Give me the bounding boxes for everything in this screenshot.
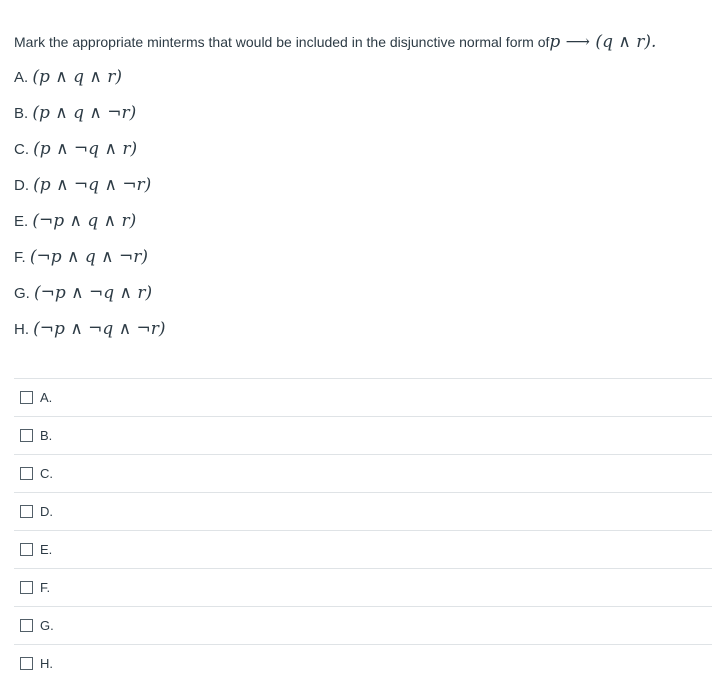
- minterm-option-expression: (p ∧ ¬q ∧ r): [33, 139, 138, 159]
- minterm-option-expression: (¬p ∧ ¬q ∧ r): [34, 283, 153, 303]
- answer-choices: [14, 378, 712, 682]
- minterm-option: [14, 100, 704, 136]
- answer-choice-h[interactable]: [14, 644, 712, 682]
- minterm-option-letter: F.: [14, 249, 26, 266]
- answer-label-h: H.: [40, 656, 53, 671]
- minterm-option-letter: D.: [14, 177, 29, 194]
- checkbox-e[interactable]: [20, 543, 33, 556]
- minterm-option: [14, 208, 704, 244]
- minterm-option-letter: A.: [14, 69, 29, 86]
- checkbox-b[interactable]: [20, 429, 33, 442]
- answer-choice-f[interactable]: [14, 568, 712, 606]
- minterm-option-letter: G.: [14, 285, 30, 302]
- answer-choice-e[interactable]: [14, 530, 712, 568]
- checkbox-g[interactable]: [20, 619, 33, 632]
- minterm-option-expression: (p ∧ q ∧ r): [32, 67, 123, 87]
- answer-choice-a[interactable]: [14, 378, 712, 416]
- minterm-option-letter: C.: [14, 141, 29, 158]
- minterm-option-letter: B.: [14, 105, 29, 122]
- minterm-option-list: [14, 64, 704, 352]
- answer-label-a: A.: [40, 390, 53, 405]
- answer-label-g: G.: [40, 618, 54, 633]
- minterm-option: [14, 244, 704, 280]
- minterm-option-expression: (p ∧ ¬q ∧ ¬r): [33, 175, 152, 195]
- checkbox-c[interactable]: [20, 467, 33, 480]
- minterm-option-letter: E.: [14, 213, 29, 230]
- answer-label-e: E.: [40, 542, 53, 557]
- answer-label-d: D.: [40, 504, 53, 519]
- question-prompt-text: Mark the appropriate minterms that would be included in the disjunctive normal form of: [14, 34, 550, 50]
- question-prompt: [14, 30, 704, 54]
- checkbox-h[interactable]: [20, 657, 33, 670]
- minterm-option-expression: (p ∧ q ∧ ¬r): [32, 103, 137, 123]
- checkbox-f[interactable]: [20, 581, 33, 594]
- minterm-option: [14, 316, 704, 352]
- minterm-option-letter: H.: [14, 321, 29, 338]
- minterm-option: [14, 64, 704, 100]
- answer-label-c: C.: [40, 466, 53, 481]
- minterm-option: [14, 172, 704, 208]
- minterm-option-expression: (¬p ∧ q ∧ ¬r): [29, 247, 148, 267]
- answer-choice-d[interactable]: [14, 492, 712, 530]
- minterm-option: [14, 280, 704, 316]
- question-block: [14, 30, 704, 352]
- answer-choice-g[interactable]: [14, 606, 712, 644]
- checkbox-d[interactable]: [20, 505, 33, 518]
- answer-label-f: F.: [40, 580, 51, 595]
- answer-choice-b[interactable]: [14, 416, 712, 454]
- checkbox-a[interactable]: [20, 391, 33, 404]
- minterm-option-expression: (¬p ∧ q ∧ r): [32, 211, 137, 231]
- minterm-option: [14, 136, 704, 172]
- question-formula: p ⟶ (q ∧ r).: [549, 32, 657, 52]
- answer-choice-c[interactable]: [14, 454, 712, 492]
- answer-label-b: B.: [40, 428, 53, 443]
- minterm-option-expression: (¬p ∧ ¬q ∧ ¬r): [33, 319, 166, 339]
